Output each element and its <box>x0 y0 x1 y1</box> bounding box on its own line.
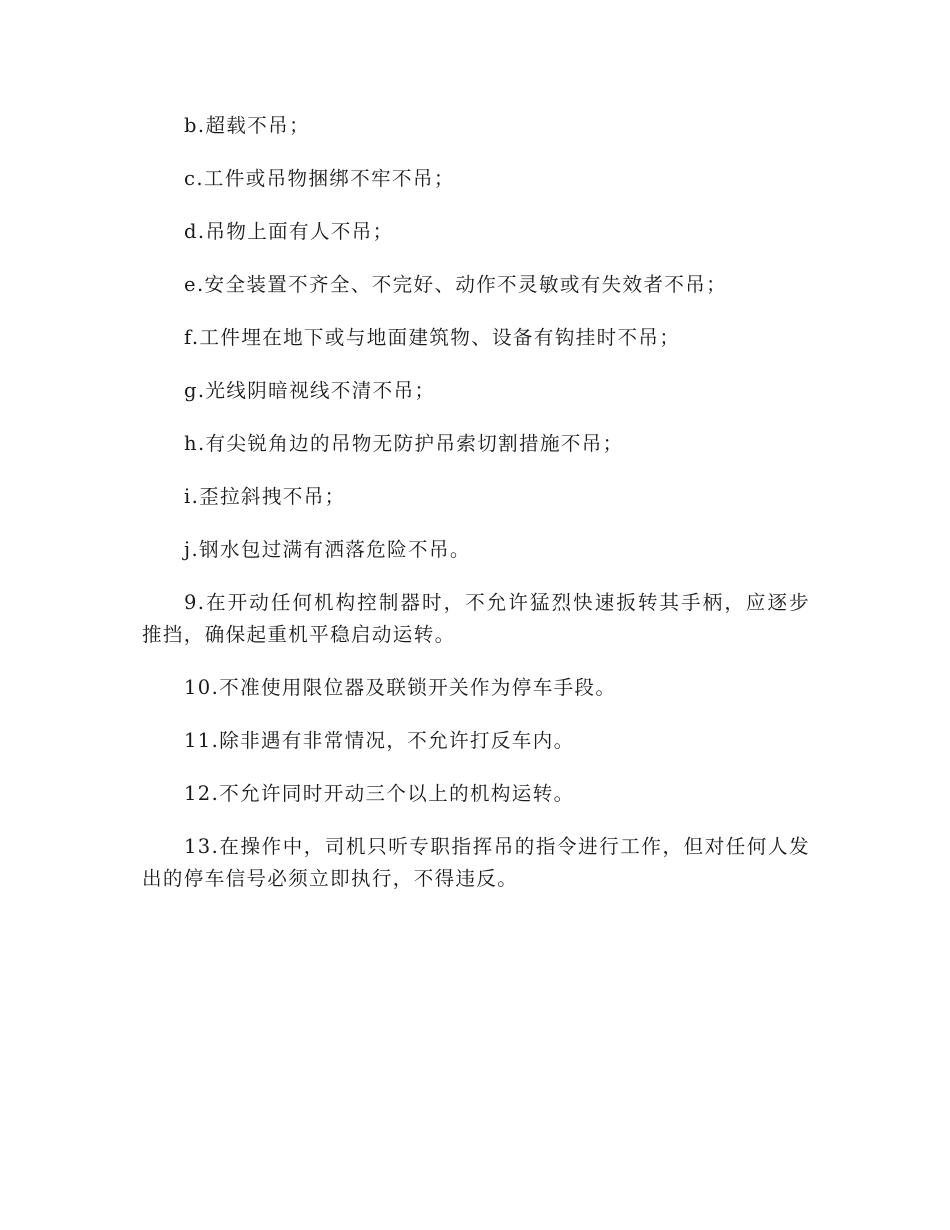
rule-item-c: c.工件或吊物捆绑不牢不吊； <box>184 167 455 190</box>
rule-item-j: j.钢水包过满有洒落危险不吊。 <box>184 538 471 561</box>
rule-12: 12.不允许同时开动三个以上的机构运转。 <box>184 782 575 805</box>
rule-item-i: i.歪拉斜拽不吊； <box>184 485 346 508</box>
rule-item-d: d.吊物上面有人不吊； <box>184 220 394 243</box>
rule-item-g: g.光线阴暗视线不清不吊； <box>184 379 436 402</box>
rule-item-b: b.超载不吊； <box>184 114 310 137</box>
rule-9: 9.在开动任何机构控制器时，不允许猛烈快速扳转其手柄，应逐步推挡，确保起重机平稳启动运转。 <box>142 591 810 646</box>
document-body <box>142 110 810 916</box>
rule-item-e: e.安全装置不齐全、不完好、动作不灵敏或有失效者不吊； <box>184 273 728 296</box>
rule-10: 10.不准使用限位器及联锁开关作为停车手段。 <box>184 676 617 699</box>
rule-item-f: f.工件埋在地下或与地面建筑物、设备有钩挂时不吊； <box>184 326 681 349</box>
rule-item-h: h.有尖锐角边的吊物无防护吊索切割措施不吊； <box>184 432 624 455</box>
rule-11: 11.除非遇有非常情况，不允许打反车内。 <box>184 729 575 752</box>
rule-13: 13.在操作中，司机只听专职指挥吊的指令进行工作，但对任何人发出的停车信号必须立即执行，不得违反。 <box>142 835 810 890</box>
